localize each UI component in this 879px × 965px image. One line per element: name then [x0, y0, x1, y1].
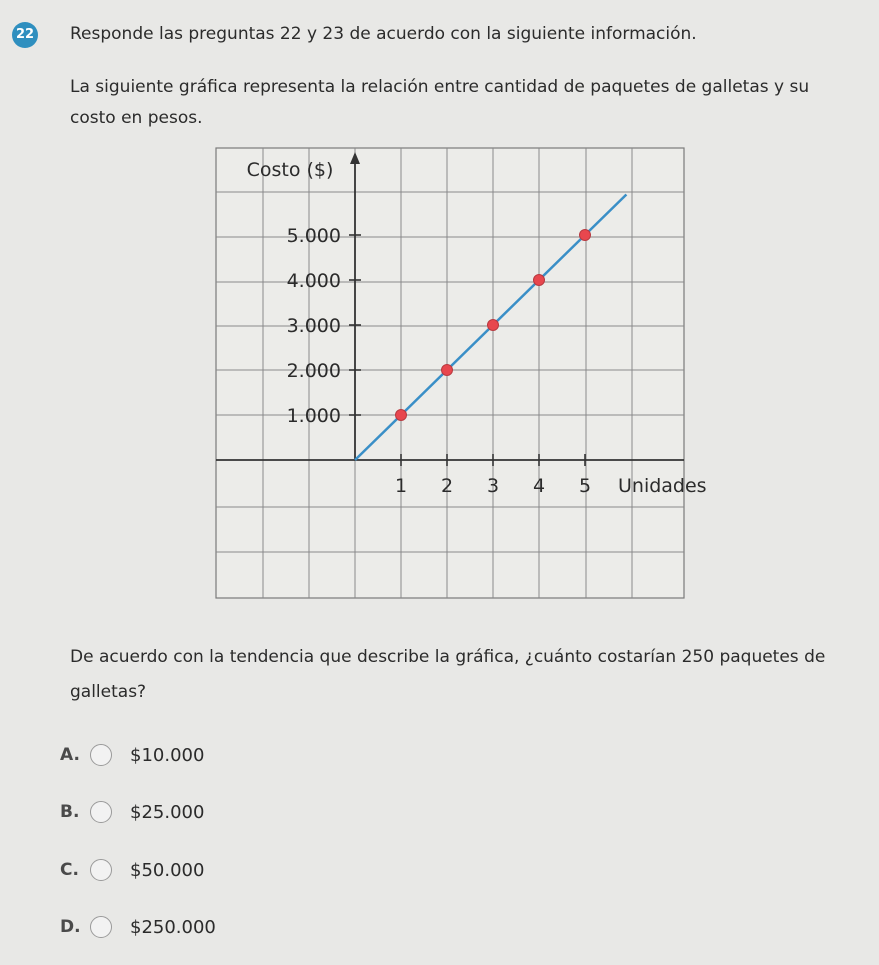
y-tick-label: 2.000 — [286, 360, 341, 382]
option-b[interactable] — [60, 797, 204, 827]
data-point — [580, 230, 591, 241]
option-text: $250.000 — [130, 916, 216, 938]
option-d[interactable] — [60, 912, 216, 942]
option-text: $10.000 — [130, 744, 205, 766]
context-text: La siguiente gráfica representa la relación entre cantidad de paquetes de galletas y su costo en pesos. — [70, 77, 810, 128]
y-tick-label: 4.000 — [286, 270, 341, 292]
y-axis-label: Costo ($) — [246, 159, 334, 181]
data-point — [442, 365, 453, 376]
x-tick-label: 3 — [486, 475, 500, 497]
data-point — [534, 275, 545, 286]
option-text: $50.000 — [130, 859, 205, 881]
y-tick-label: 5.000 — [286, 225, 341, 247]
question-text: De acuerdo con la tendencia que describe la gráfica, ¿cuánto costarían 250 paquetes de galletas? — [70, 647, 826, 702]
radio-button[interactable] — [90, 744, 112, 766]
x-axis-label: Unidades — [618, 475, 707, 497]
option-letter: D. — [60, 917, 81, 937]
data-point — [488, 320, 499, 331]
radio-button[interactable] — [90, 801, 112, 823]
radio-button[interactable] — [90, 916, 112, 938]
x-tick-label: 2 — [440, 475, 454, 497]
instruction-text: Responde las preguntas 22 y 23 de acuerdo con la siguiente información. — [70, 24, 697, 44]
option-text: $25.000 — [130, 801, 205, 823]
option-c[interactable] — [60, 855, 204, 885]
question-number-badge: 22 — [12, 22, 38, 48]
y-tick-label: 3.000 — [286, 315, 341, 337]
option-letter: B. — [60, 802, 80, 822]
option-letter: C. — [60, 860, 79, 880]
data-point — [396, 410, 407, 421]
option-letter: A. — [60, 745, 80, 765]
option-a[interactable] — [60, 740, 204, 770]
y-tick-label: 1.000 — [286, 405, 341, 427]
x-tick-label: 5 — [578, 475, 592, 497]
radio-button[interactable] — [90, 859, 112, 881]
x-tick-label: 1 — [394, 475, 408, 497]
x-tick-label: 4 — [532, 475, 546, 497]
